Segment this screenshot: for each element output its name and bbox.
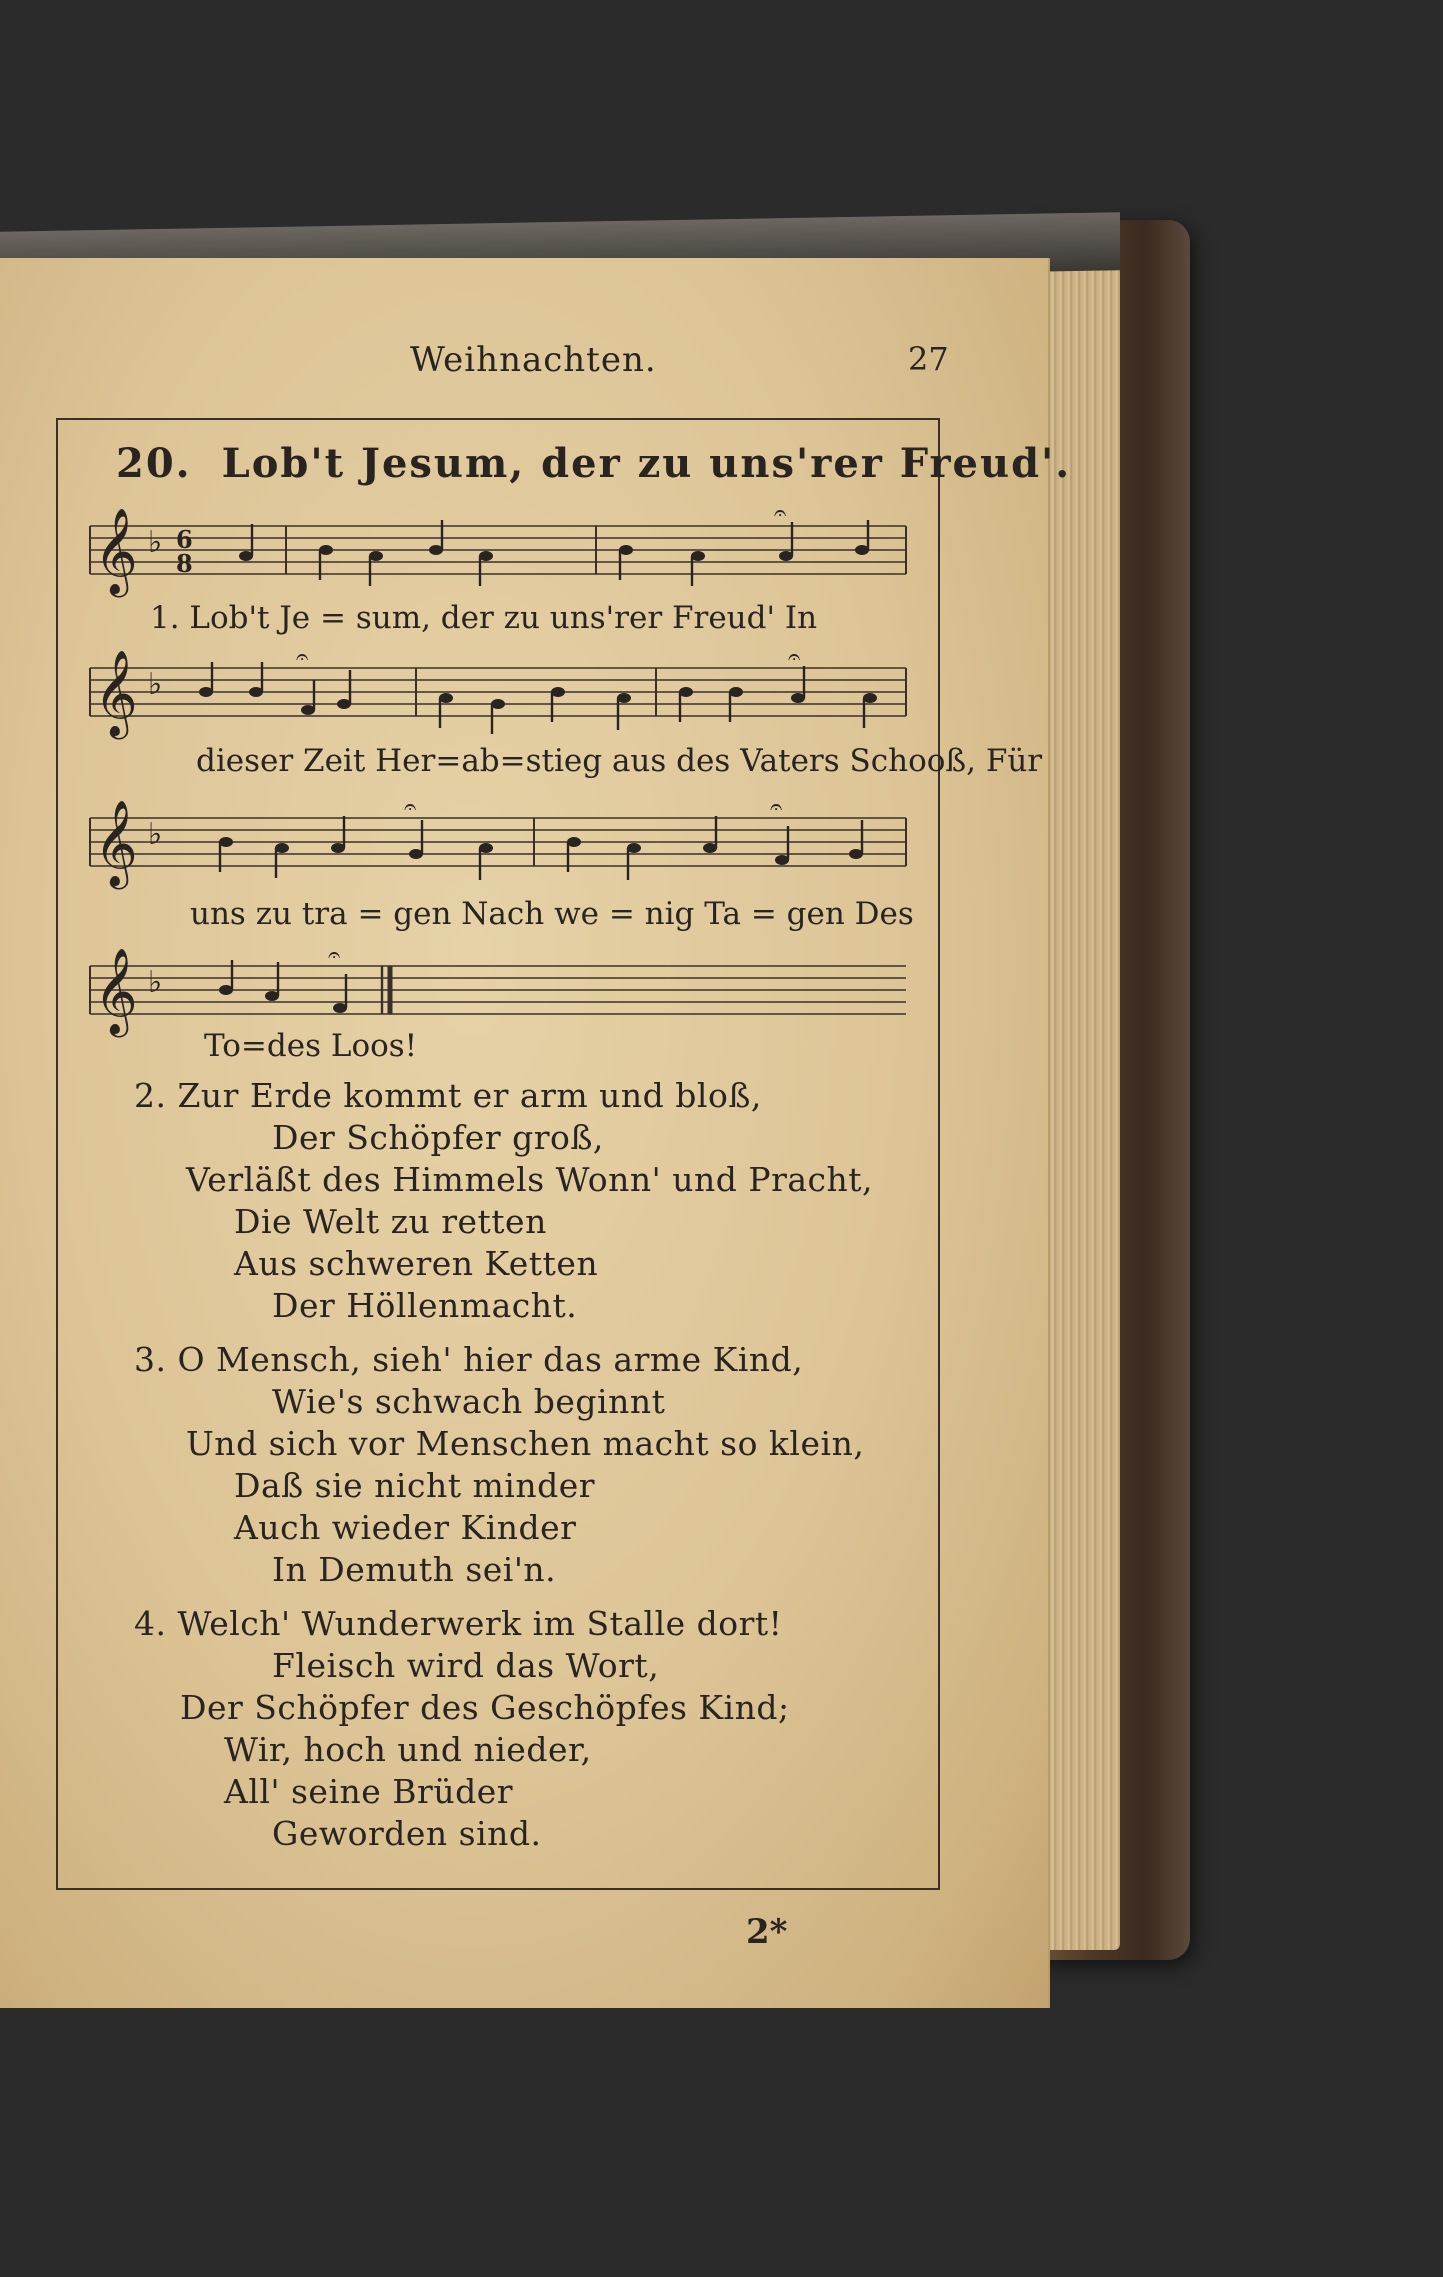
verse-line: Der Höllenmacht. (272, 1286, 578, 1325)
treble-clef-icon: 𝄞 (94, 508, 138, 594)
flat-icon: ♭ (148, 667, 163, 702)
lyric-line-1: 1. Lob't Je = sum, der zu uns'rer Freud' In (150, 600, 818, 636)
staff-lines (90, 526, 906, 574)
verse-line: Fleisch wird das Wort, (272, 1646, 660, 1685)
music-staff-1 (86, 508, 916, 598)
verse-line: All' seine Brüder (224, 1772, 513, 1811)
signature-mark: 2* (746, 1912, 788, 1952)
notes (219, 800, 863, 880)
verse-line: 2. Zur Erde kommt er arm und bloß, (134, 1076, 762, 1115)
svg-text:𝄐: 𝄐 (328, 948, 341, 968)
svg-text:𝄐: 𝄐 (770, 800, 783, 820)
verse-line: Und sich vor Menschen macht so klein, (186, 1424, 865, 1463)
page-number: 27 (908, 340, 949, 378)
svg-text:𝄐: 𝄐 (296, 650, 309, 670)
lyric-line-2: dieser Zeit Her=ab=stieg aus des Vaters Schooß, Für (196, 743, 1043, 779)
verse-line: Der Schöpfer groß, (272, 1118, 604, 1157)
music-staff-4 (86, 948, 916, 1038)
verse-line: 4. Welch' Wunderwerk im Stalle dort! (134, 1604, 783, 1643)
verse-line: 3. O Mensch, sieh' hier das arme Kind, (134, 1340, 804, 1379)
time-signature-bottom: 8 (176, 549, 193, 578)
notes (219, 948, 390, 1014)
verse-line: Der Schöpfer des Geschöpfes Kind; (180, 1688, 790, 1727)
treble-clef-icon: 𝄞 (94, 650, 138, 736)
verse-line: Daß sie nicht minder (234, 1466, 595, 1505)
treble-clef-icon: 𝄞 (94, 948, 138, 1034)
flat-icon: ♭ (148, 525, 163, 560)
hymn-title (116, 440, 1071, 487)
staff-lines (90, 966, 906, 1014)
verse-line: Geworden sind. (272, 1814, 542, 1853)
lyric-line-3: uns zu tra = gen Nach we = nig Ta = gen Des (190, 896, 914, 932)
svg-text:𝄐: 𝄐 (404, 800, 417, 820)
verse-line: Aus schweren Ketten (234, 1244, 599, 1283)
hymn-number: 20. (116, 440, 192, 487)
verse-line: Verläßt des Himmels Wonn' und Pracht, (186, 1160, 874, 1199)
flat-icon: ♭ (148, 965, 163, 1000)
verse-line: Auch wieder Kinder (234, 1508, 577, 1547)
hymn-title-text: Lob't Jesum, der zu uns'rer Freud'. (221, 440, 1072, 487)
verse-line: Wie's schwach beginnt (272, 1382, 666, 1421)
svg-text:𝄐: 𝄐 (774, 508, 787, 526)
music-staff-2 (86, 650, 916, 740)
verse-line: In Demuth sei'n. (272, 1550, 557, 1589)
running-head: Weihnachten. (410, 340, 657, 380)
verse-line: Die Welt zu retten (234, 1202, 547, 1241)
treble-clef-icon: 𝄞 (94, 800, 138, 886)
time-signature-top: 6 (176, 525, 193, 554)
svg-text:𝄐: 𝄐 (788, 650, 801, 670)
lyric-line-4: To=des Loos! (204, 1028, 418, 1064)
music-staff-3 (86, 800, 916, 890)
flat-icon: ♭ (148, 817, 163, 852)
verse-line: Wir, hoch und nieder, (224, 1730, 592, 1769)
